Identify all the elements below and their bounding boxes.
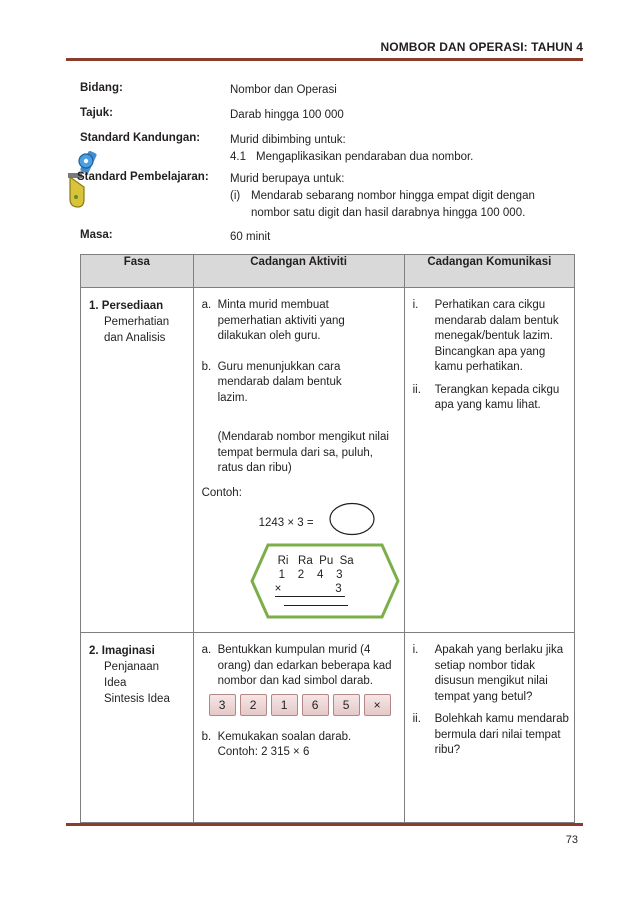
bidang-label: Bidang:	[80, 82, 123, 94]
multiplier-line	[275, 582, 345, 597]
row1-kom-ii	[413, 383, 570, 414]
row2-fasa-title: 2. Imaginasi	[89, 645, 155, 657]
sp-line1: Murid berupaya untuk:	[230, 173, 345, 185]
row1-akt-b-text: Guru menunjukkan cara mendarab dalam bentuk lazim.	[217, 360, 342, 404]
col-header-komunikasi: Cadangan Komunikasi	[404, 255, 574, 288]
times-symbol: ×	[274, 583, 282, 595]
row1-kom-i-text: Perhatikan cara cikgu mendarab dalam bentuk menegak/bentuk lazim. Bincangkan apa yang kamu perhatikan.	[434, 299, 559, 373]
col-header-fasa: Fasa	[81, 255, 194, 288]
row1-akt-b	[202, 360, 400, 407]
page-number: 73	[565, 834, 578, 846]
sp-value	[230, 171, 535, 222]
sk-num: 4.1	[230, 151, 246, 163]
table-row	[81, 633, 575, 823]
row1-equation-area	[202, 501, 400, 537]
number-cards	[209, 694, 400, 716]
row1-kom-ii-marker: ii.	[412, 383, 421, 396]
row2-kom-ii-text: Bolehkah kamu mendarab bermula dari nilai tempat ribu?	[434, 713, 569, 756]
row2-kom-ii	[413, 712, 570, 759]
row1-equation: 1243 × 3 =	[258, 517, 314, 529]
sk-line1: Murid dibimbing untuk:	[230, 134, 346, 146]
row1-akt-a-text: Minta murid membuat pemerhatian aktiviti yang dilakukan oleh guru.	[217, 299, 345, 342]
symbol-card: ×	[364, 694, 391, 716]
row1-kom-ii-text: Terangkan kepada cikgu apa yang kamu lihat.	[434, 383, 560, 411]
sp-item-text2: nombor satu digit dan hasil darabnya hingga 100 000.	[251, 207, 526, 219]
page-header-title: NOMBOR DAN OPERASI: TAHUN 4	[380, 40, 583, 54]
number-card: 1	[271, 694, 298, 716]
sp-label: Standard Pembelajaran:	[77, 171, 209, 183]
row1-komunikasi	[404, 288, 574, 633]
row1-contoh: Contoh:	[201, 486, 242, 499]
row2-fasa-sub2: Idea	[104, 677, 127, 689]
row2-akt-a-marker: a.	[201, 644, 212, 656]
row1-akt-b-marker: b.	[201, 360, 212, 373]
row2-akt-a-text: Bentukkan kumpulan murid (4 orang) dan edarkan beberapa kad nombor dan kad simbol darab.	[217, 644, 392, 687]
sk-label: Standard Kandungan:	[80, 132, 201, 144]
number-card: 3	[209, 694, 236, 716]
row1-akt-note: (Mendarab nombor mengikut nilai tempat bermula dari sa, puluh, ratus dan ribu)	[217, 431, 389, 474]
row2-kom-i-text: Apakah yang berlaku jika setiap nombor tidak disusun mengikut nilai tempat yang betul?	[434, 644, 564, 703]
row1-aktiviti	[193, 288, 404, 633]
masa-label: Masa:	[80, 229, 113, 241]
row1-fasa-sub2: dan Analisis	[104, 332, 166, 344]
row2-akt-b-example: Contoh: 2 315 × 6	[217, 746, 310, 758]
bidang-value: Nombor dan Operasi	[230, 84, 337, 96]
tajuk-value: Darab hingga 100 000	[230, 109, 344, 121]
sp-item	[230, 188, 535, 205]
sk-text: Mengaplikasikan pendaraban dua nombor.	[256, 151, 474, 163]
place-value-heads: Ri Ra Pu Sa	[277, 555, 354, 567]
row2-kom-i	[413, 643, 570, 705]
sp-item-marker: (i)	[230, 190, 241, 202]
row2-akt-b	[202, 730, 400, 746]
answer-oval	[328, 502, 376, 536]
row2-akt-b-text: Kemukakan soalan darab.	[217, 730, 352, 743]
place-value-frame	[250, 543, 400, 619]
row2-akt-a	[202, 643, 400, 690]
row2-fasa-sub3: Sintesis Idea	[104, 693, 170, 705]
row2-fasa	[81, 633, 194, 823]
row1-kom-i	[413, 298, 570, 376]
sk-line2	[230, 149, 473, 166]
place-value-digits: 1 2 4 3	[278, 569, 343, 581]
multiplier: 3	[335, 583, 342, 595]
row1-akt-a-marker: a.	[201, 299, 212, 311]
number-card: 5	[333, 694, 360, 716]
answer-line	[284, 605, 348, 606]
row2-komunikasi	[404, 633, 574, 823]
row2-akt-b-marker: b.	[201, 730, 212, 743]
row1-kom-i-marker: i.	[412, 299, 419, 311]
row1-fasa-sub1: Pemerhatian	[104, 316, 170, 328]
col-header-aktiviti: Cadangan Aktiviti	[193, 255, 404, 288]
row2-fasa-sub1: Penjanaan	[104, 661, 159, 673]
row2-kom-ii-marker: ii.	[412, 713, 421, 725]
tajuk-label: Tajuk:	[80, 107, 114, 119]
table-header-row	[81, 255, 575, 288]
sk-value	[230, 132, 473, 166]
row1-fasa-title: 1. Persediaan	[89, 300, 164, 312]
footer-rule	[66, 823, 583, 826]
row1-fasa	[81, 288, 194, 633]
row1-akt-a	[202, 298, 400, 345]
number-card: 6	[302, 694, 329, 716]
number-card: 2	[240, 694, 267, 716]
header-rule	[66, 58, 583, 61]
row2-aktiviti	[193, 633, 404, 823]
masa-value: 60 minit	[230, 231, 271, 243]
row2-kom-i-marker: i.	[412, 644, 419, 656]
lesson-table	[80, 254, 575, 823]
table-row	[81, 288, 575, 633]
sp-item-text1: Mendarab sebarang nombor hingga empat digit dengan	[251, 190, 535, 202]
